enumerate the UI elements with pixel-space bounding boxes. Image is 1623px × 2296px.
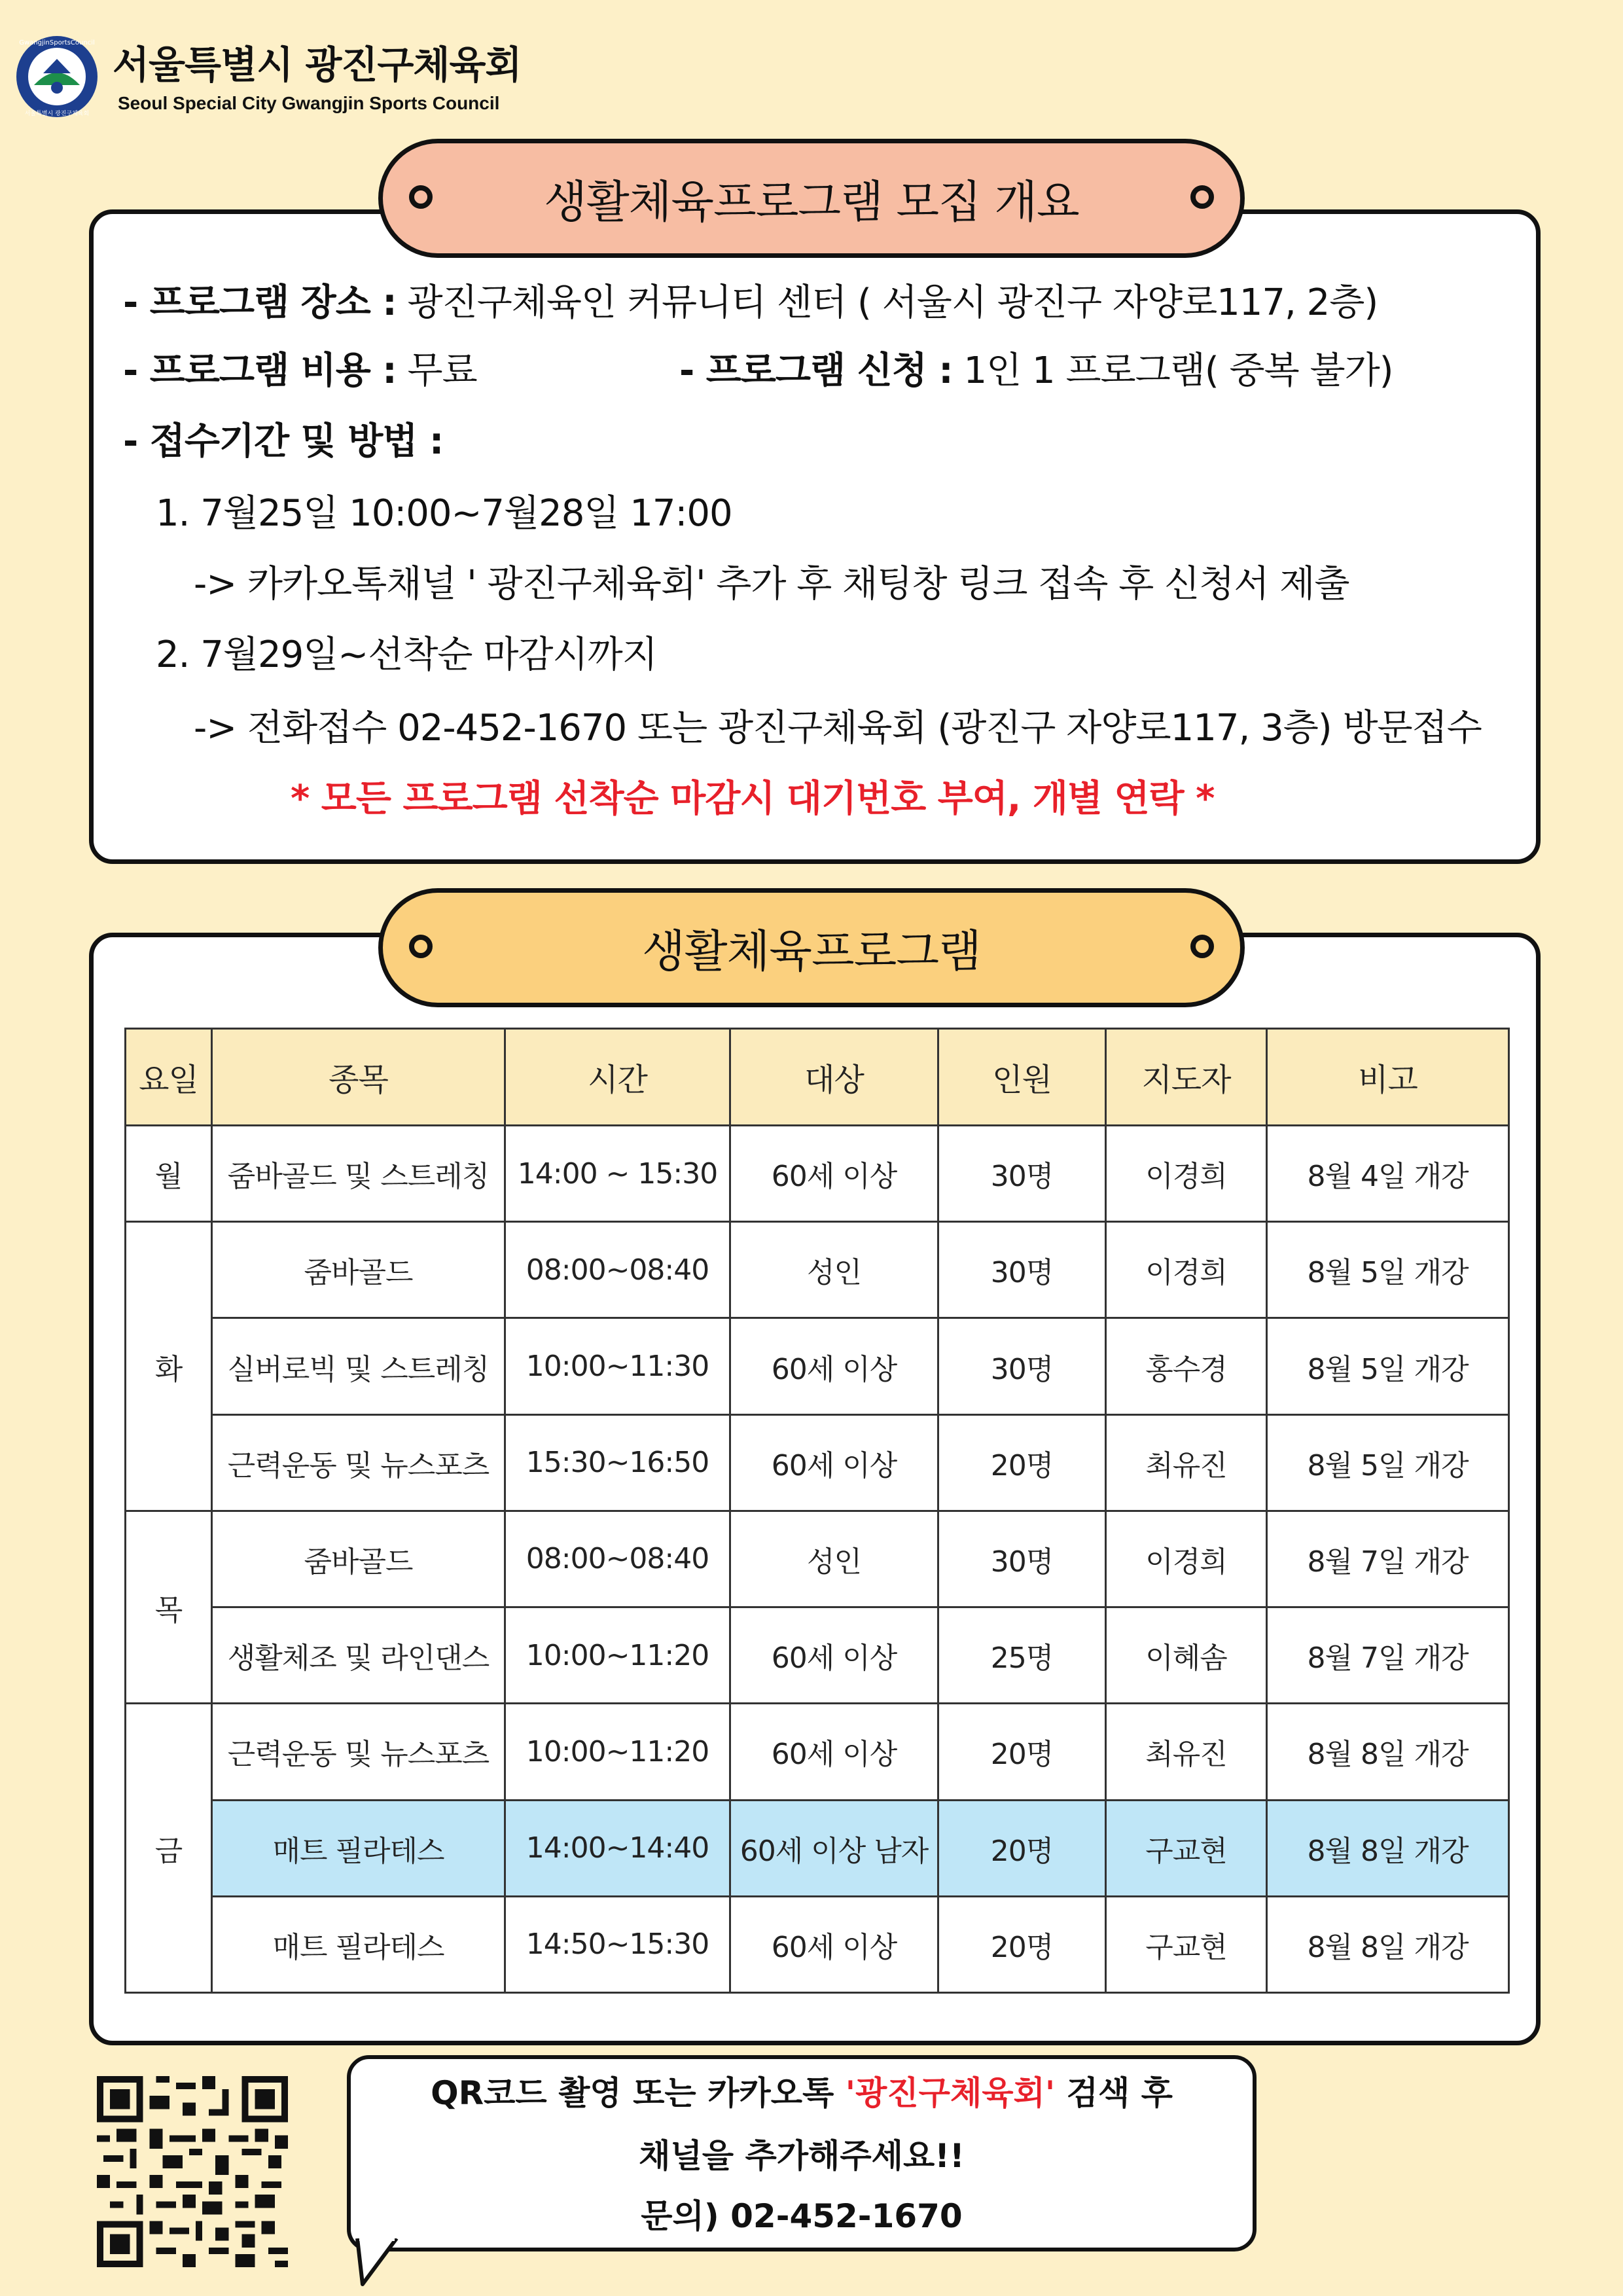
- notice-text: * 모든 프로그램 선착순 마감시 대기번호 부여, 개별 연락 *: [291, 778, 1215, 820]
- time-cell: 10:00~11:20: [505, 1704, 730, 1800]
- instructor-cell: 이경희: [1106, 1222, 1267, 1318]
- apply-label: - 프로그램 신청 :: [679, 350, 953, 392]
- note-cell: 8월 4일 개강: [1267, 1126, 1509, 1222]
- cost-line: [123, 342, 477, 394]
- footer-contact: 문의) 02-452-1670: [641, 2197, 963, 2235]
- program-schedule-table: [124, 1028, 1510, 1994]
- ring-icon: [409, 185, 433, 209]
- day-cell-friday: 금: [126, 1704, 212, 1993]
- time-cell: 15:30~16:50: [505, 1414, 730, 1511]
- sport-cell: 근력운동 및 뉴스포츠: [212, 1704, 505, 1800]
- capacity-cell: 30명: [938, 1511, 1106, 1607]
- programs-title: 생활체육프로그램: [642, 925, 981, 978]
- instructor-cell: 홍수경: [1106, 1318, 1267, 1414]
- time-cell: 10:00~11:20: [505, 1607, 730, 1704]
- header-sport: 종목: [212, 1029, 505, 1126]
- target-cell: 60세 이상: [730, 1126, 938, 1222]
- note-cell: 8월 5일 개강: [1267, 1222, 1509, 1318]
- table-row: [126, 1511, 1509, 1607]
- day-cell-thursday: 목: [126, 1511, 212, 1703]
- sport-cell: 줌바골드: [212, 1511, 505, 1607]
- org-name-english: Seoul Special City Gwangjin Sports Council: [118, 93, 500, 113]
- time-cell: 14:00~14:40: [505, 1800, 730, 1896]
- day-cell-monday: 월: [126, 1126, 212, 1222]
- table-row: [126, 1318, 1509, 1414]
- header-capacity: 인원: [938, 1029, 1106, 1126]
- header-time: 시간: [505, 1029, 730, 1126]
- header-instructor: 지도자: [1106, 1029, 1267, 1126]
- kakao-channel-name: '광진구체육회': [845, 2074, 1056, 2112]
- sport-cell: 줌바골드 및 스트레칭: [212, 1126, 505, 1222]
- capacity-cell: 20명: [938, 1800, 1106, 1896]
- method2-detail: -> 전화접수 02-452-1670 또는 광진구체육회 (광진구 자양로117, 3층) 방문접수: [194, 707, 1482, 749]
- overview-title-pill: [378, 139, 1245, 258]
- ring-icon: [1190, 935, 1214, 958]
- instructor-cell: 최유진: [1106, 1414, 1267, 1511]
- footer-line1-pre: QR코드 촬영 또는 카카오톡: [431, 2074, 846, 2112]
- note-cell: 8월 5일 개강: [1267, 1318, 1509, 1414]
- time-cell: 08:00~08:40: [505, 1511, 730, 1607]
- capacity-cell: 30명: [938, 1126, 1106, 1222]
- time-cell: 14:50~15:30: [505, 1896, 730, 1992]
- logo-inner-text: 서울특별시 광진구체육회: [24, 111, 90, 117]
- target-cell: 성인: [730, 1222, 938, 1318]
- bubble-tail-icon: [353, 2238, 406, 2288]
- instructor-cell: 이경희: [1106, 1126, 1267, 1222]
- apply-line: [679, 342, 1393, 394]
- logo-outer-text: GwangjinSportsCouncil: [19, 39, 95, 46]
- footer-line-1: [347, 2067, 1257, 2114]
- cost-label: - 프로그램 비용 :: [123, 350, 397, 392]
- note-cell: 8월 8일 개강: [1267, 1896, 1509, 1992]
- table-row: [126, 1126, 1509, 1222]
- table-row: [126, 1704, 1509, 1800]
- council-logo-icon: [14, 34, 99, 119]
- org-name-korean: 서울특별시 광진구체육회: [113, 43, 522, 87]
- qr-code-icon[interactable]: [97, 2076, 288, 2267]
- table-row: [126, 1607, 1509, 1704]
- time-cell: 14:00 ~ 15:30: [505, 1126, 730, 1222]
- period-label: - 접수기간 및 방법 :: [123, 420, 444, 463]
- programs-title-pill: [378, 888, 1245, 1007]
- apply-value: 1인 1 프로그램( 중복 불가): [952, 350, 1393, 392]
- header-note: 비고: [1267, 1029, 1509, 1126]
- sport-cell: 근력운동 및 뉴스포츠: [212, 1414, 505, 1511]
- period-line: [123, 412, 443, 465]
- table-row: [126, 1896, 1509, 1992]
- table-header-row: [126, 1029, 1509, 1126]
- header-target: 대상: [730, 1029, 938, 1126]
- capacity-cell: 30명: [938, 1222, 1106, 1318]
- method2-title: 2. 7월29일~선착순 마감시까지: [156, 634, 657, 676]
- sport-cell: 줌바골드: [212, 1222, 505, 1318]
- target-cell: 성인: [730, 1511, 938, 1607]
- overview-title: 생활체육프로그램 모집 개요: [544, 176, 1079, 228]
- capacity-cell: 30명: [938, 1318, 1106, 1414]
- location-label: - 프로그램 장소 :: [123, 281, 397, 324]
- instructor-cell: 이경희: [1106, 1511, 1267, 1607]
- target-cell: 60세 이상: [730, 1607, 938, 1704]
- target-cell: 60세 이상 남자: [730, 1800, 938, 1896]
- note-cell: 8월 8일 개강: [1267, 1704, 1509, 1800]
- capacity-cell: 25명: [938, 1607, 1106, 1704]
- sport-cell: 생활체조 및 라인댄스: [212, 1607, 505, 1704]
- table-row-highlighted: [126, 1800, 1509, 1896]
- time-cell: 08:00~08:40: [505, 1222, 730, 1318]
- sport-cell: 실버로빅 및 스트레칭: [212, 1318, 505, 1414]
- method1-detail: -> 카카오톡채널 ' 광진구체육회' 추가 후 채팅창 링크 접속 후 신청서 제출: [194, 563, 1349, 605]
- note-cell: 8월 7일 개강: [1267, 1511, 1509, 1607]
- instructor-cell: 구교현: [1106, 1896, 1267, 1992]
- ring-icon: [409, 935, 433, 958]
- target-cell: 60세 이상: [730, 1318, 938, 1414]
- sport-cell: 매트 필라테스: [212, 1896, 505, 1992]
- note-cell: 8월 7일 개강: [1267, 1607, 1509, 1704]
- capacity-cell: 20명: [938, 1414, 1106, 1511]
- instructor-cell: 이혜솜: [1106, 1607, 1267, 1704]
- time-cell: 10:00~11:30: [505, 1318, 730, 1414]
- capacity-cell: 20명: [938, 1704, 1106, 1800]
- instructor-cell: 최유진: [1106, 1704, 1267, 1800]
- note-cell: 8월 8일 개강: [1267, 1800, 1509, 1896]
- cost-value: 무료: [396, 350, 477, 392]
- location-line: [123, 274, 1378, 326]
- header-day: 요일: [126, 1029, 212, 1126]
- table-row: [126, 1414, 1509, 1511]
- method1-title: 1. 7월25일 10:00~7월28일 17:00: [156, 492, 732, 535]
- instructor-cell: 구교현: [1106, 1800, 1267, 1896]
- day-cell-tuesday: 화: [126, 1222, 212, 1511]
- ring-icon: [1190, 185, 1214, 209]
- footer-line-2: 채널을 추가해주세요!!: [639, 2137, 965, 2175]
- table-row: [126, 1222, 1509, 1318]
- sport-cell: 매트 필라테스: [212, 1800, 505, 1896]
- target-cell: 60세 이상: [730, 1896, 938, 1992]
- footer-line1-post: 검색 후: [1055, 2074, 1173, 2112]
- target-cell: 60세 이상: [730, 1414, 938, 1511]
- target-cell: 60세 이상: [730, 1704, 938, 1800]
- capacity-cell: 20명: [938, 1896, 1106, 1992]
- location-value: 광진구체육인 커뮤니티 센터 ( 서울시 광진구 자양로117, 2층): [396, 281, 1378, 324]
- note-cell: 8월 5일 개강: [1267, 1414, 1509, 1511]
